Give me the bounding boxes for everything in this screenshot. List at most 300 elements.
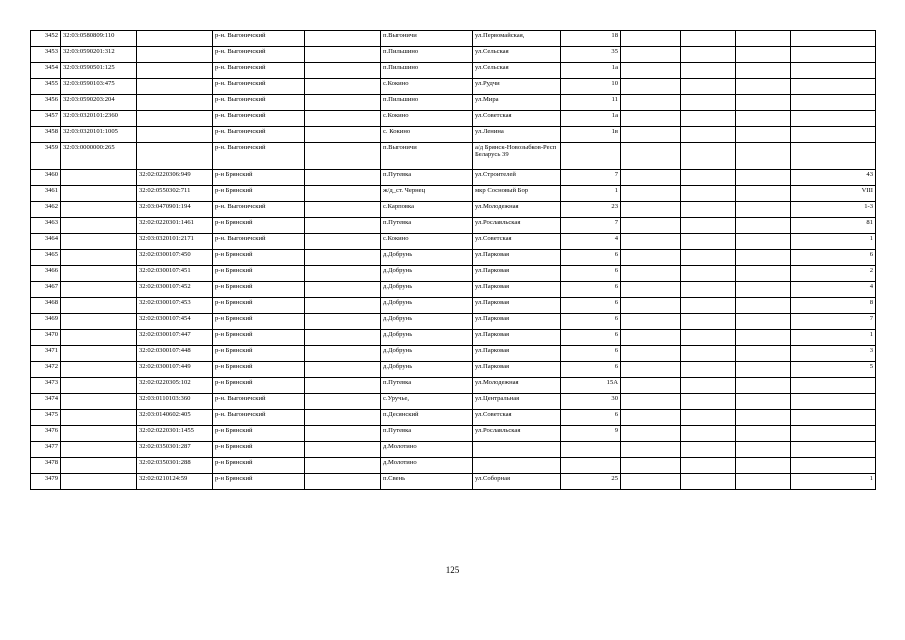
table-cell: ул.Первомайская, <box>473 31 561 47</box>
table-cell: 11 <box>561 95 621 111</box>
table-cell: р-н Брянский <box>213 266 305 282</box>
table-cell: 32:02:0300107:454 <box>137 314 213 330</box>
table-cell <box>736 95 791 111</box>
table-cell <box>305 330 381 346</box>
table-cell: р-н Брянский <box>213 186 305 202</box>
table-cell <box>305 474 381 490</box>
table-cell <box>305 111 381 127</box>
table-cell <box>137 111 213 127</box>
table-cell: 3477 <box>31 442 61 458</box>
table-cell: р-н Брянский <box>213 378 305 394</box>
table-cell <box>681 330 736 346</box>
table-cell: 3472 <box>31 362 61 378</box>
table-cell <box>681 410 736 426</box>
table-cell: р-н Брянский <box>213 298 305 314</box>
table-cell: 3455 <box>31 79 61 95</box>
table-cell: 32:02:0300107:447 <box>137 330 213 346</box>
table-cell <box>736 474 791 490</box>
table-cell <box>736 410 791 426</box>
table-cell: 23 <box>561 202 621 218</box>
table-cell: 3468 <box>31 298 61 314</box>
table-cell: 32:02:0300107:453 <box>137 298 213 314</box>
table-cell: 3475 <box>31 410 61 426</box>
table-cell: 6 <box>561 410 621 426</box>
table-cell: ул.Парковая <box>473 330 561 346</box>
table-cell <box>561 442 621 458</box>
table-cell: р-н. Выгоничский <box>213 234 305 250</box>
table-cell <box>137 31 213 47</box>
table-cell <box>61 362 137 378</box>
table-cell <box>681 250 736 266</box>
table-cell: р-н. Выгоничский <box>213 410 305 426</box>
table-cell: ул.Соборная <box>473 474 561 490</box>
table-cell: р-н Брянский <box>213 474 305 490</box>
table-cell: 32:03:0320101:2360 <box>61 111 137 127</box>
table-cell: 3453 <box>31 47 61 63</box>
table-cell <box>305 79 381 95</box>
table-cell <box>791 426 876 442</box>
table-row <box>31 426 876 442</box>
table-cell <box>736 426 791 442</box>
table-cell: р-н Брянский <box>213 282 305 298</box>
table-cell <box>561 143 621 170</box>
table-cell: 32:02:0350301:288 <box>137 458 213 474</box>
table-cell: д.Добрунь <box>381 266 473 282</box>
table-cell <box>621 282 681 298</box>
table-cell <box>681 298 736 314</box>
table-cell: 81 <box>791 218 876 234</box>
table-cell: 32:03:0590501:125 <box>61 63 137 79</box>
table-cell: 18 <box>561 31 621 47</box>
table-cell: 32:02:0350301:287 <box>137 442 213 458</box>
table-cell: п.Десянский <box>381 410 473 426</box>
table-cell <box>621 79 681 95</box>
table-row <box>31 266 876 282</box>
table-cell: 32:02:0220305:102 <box>137 378 213 394</box>
table-row <box>31 95 876 111</box>
table-cell: 9 <box>561 426 621 442</box>
table-cell <box>681 474 736 490</box>
table-cell: с.Уручье, <box>381 394 473 410</box>
table-row <box>31 111 876 127</box>
table-cell <box>61 234 137 250</box>
table-cell <box>305 282 381 298</box>
table-cell <box>621 442 681 458</box>
table-cell: 1а <box>561 63 621 79</box>
table-cell: п.Путевка <box>381 426 473 442</box>
table-cell: 3471 <box>31 346 61 362</box>
table-cell: 3457 <box>31 111 61 127</box>
table-cell <box>791 95 876 111</box>
table-row <box>31 298 876 314</box>
table-cell <box>137 47 213 63</box>
table-cell <box>736 143 791 170</box>
table-cell <box>61 250 137 266</box>
table-cell <box>681 218 736 234</box>
table-cell <box>473 442 561 458</box>
table-cell <box>305 186 381 202</box>
table-cell: 32:03:0140602:405 <box>137 410 213 426</box>
table-cell <box>61 426 137 442</box>
table-cell <box>791 458 876 474</box>
table-cell <box>137 79 213 95</box>
table-cell: д.Добрунь <box>381 330 473 346</box>
table-cell <box>681 47 736 63</box>
table-cell <box>137 63 213 79</box>
table-row <box>31 218 876 234</box>
page-number: 125 <box>445 565 460 575</box>
table-cell: р-н Брянский <box>213 218 305 234</box>
table-cell <box>61 186 137 202</box>
table-row <box>31 63 876 79</box>
table-cell <box>736 170 791 186</box>
table-cell: ул.Парковая <box>473 362 561 378</box>
table-cell <box>791 47 876 63</box>
table-cell <box>621 170 681 186</box>
table-cell <box>621 31 681 47</box>
table-cell <box>681 394 736 410</box>
table-cell: п.Выгоничи <box>381 143 473 170</box>
table-cell: ул.Рославльская <box>473 426 561 442</box>
table-cell: 4 <box>561 234 621 250</box>
table-cell: 32:03:0000000:265 <box>61 143 137 170</box>
table-cell <box>681 170 736 186</box>
table-cell: ул.Молодежная <box>473 202 561 218</box>
table-cell: р-н. Выгоничский <box>213 31 305 47</box>
table-cell: 1 <box>561 186 621 202</box>
table-row <box>31 314 876 330</box>
table-cell: 32:03:0110103:360 <box>137 394 213 410</box>
table-cell <box>681 127 736 143</box>
table-cell: р-н. Выгоничский <box>213 202 305 218</box>
table-cell: р-н. Выгоничский <box>213 111 305 127</box>
table-cell: д.Добрунь <box>381 362 473 378</box>
table-row <box>31 170 876 186</box>
table-cell: р-н Брянский <box>213 330 305 346</box>
table-cell <box>736 250 791 266</box>
table-cell: 32:02:0300107:452 <box>137 282 213 298</box>
table-cell: 32:03:0590103:475 <box>61 79 137 95</box>
table-cell: с. Кокино <box>381 127 473 143</box>
table-cell: 7 <box>561 170 621 186</box>
table-cell <box>681 314 736 330</box>
table-cell <box>305 426 381 442</box>
table-cell: р-н. Выгоничский <box>213 394 305 410</box>
table-row <box>31 362 876 378</box>
table-cell <box>621 95 681 111</box>
table-cell: 6 <box>561 346 621 362</box>
table-cell: 3466 <box>31 266 61 282</box>
table-cell: р-н. Выгоничский <box>213 95 305 111</box>
table-cell: д.Добрунь <box>381 282 473 298</box>
table-cell <box>791 63 876 79</box>
table-cell <box>736 282 791 298</box>
table-cell: 6 <box>561 266 621 282</box>
table-cell <box>791 378 876 394</box>
table-cell <box>61 298 137 314</box>
table-cell <box>621 143 681 170</box>
table-cell: ул.Рославльская <box>473 218 561 234</box>
table-cell: 32:02:0300107:451 <box>137 266 213 282</box>
table-cell <box>305 378 381 394</box>
table-cell: ул.Молодежная <box>473 378 561 394</box>
table-cell: р-н Брянский <box>213 314 305 330</box>
table-cell <box>61 266 137 282</box>
table-cell <box>791 127 876 143</box>
table-cell: р-н Брянский <box>213 442 305 458</box>
table-cell <box>791 410 876 426</box>
table-cell: с.Кокино <box>381 111 473 127</box>
table-cell: 43 <box>791 170 876 186</box>
table-cell <box>736 266 791 282</box>
table-cell: 6 <box>561 250 621 266</box>
table-cell: р-н Брянский <box>213 426 305 442</box>
table-cell: п.Пильшино <box>381 47 473 63</box>
table-cell: ул.Парковая <box>473 250 561 266</box>
table-row <box>31 250 876 266</box>
table-cell <box>137 143 213 170</box>
table-cell <box>305 410 381 426</box>
table-cell: 32:03:0320101:2171 <box>137 234 213 250</box>
table-cell: р-н Брянский <box>213 346 305 362</box>
table-cell <box>791 31 876 47</box>
table-cell: 32:02:0210124:59 <box>137 474 213 490</box>
records-table <box>30 30 876 490</box>
table-row <box>31 79 876 95</box>
table-cell <box>621 362 681 378</box>
table-cell: 1в <box>561 127 621 143</box>
table-cell <box>305 314 381 330</box>
table-cell: 4 <box>791 282 876 298</box>
table-cell: 1а <box>561 111 621 127</box>
table-cell: 35 <box>561 47 621 63</box>
table-cell <box>791 111 876 127</box>
table-cell <box>736 127 791 143</box>
table-cell <box>736 362 791 378</box>
table-cell <box>621 298 681 314</box>
table-cell <box>621 111 681 127</box>
table-cell: с.Карповка <box>381 202 473 218</box>
table-cell <box>61 314 137 330</box>
table-cell <box>621 186 681 202</box>
table-cell: 32:02:0220306:949 <box>137 170 213 186</box>
table-cell: 3469 <box>31 314 61 330</box>
table-cell: 32:03:0590203:204 <box>61 95 137 111</box>
table-cell <box>681 202 736 218</box>
table-row <box>31 474 876 490</box>
table-cell <box>621 250 681 266</box>
table-cell <box>621 394 681 410</box>
table-cell <box>736 458 791 474</box>
table-row <box>31 330 876 346</box>
table-cell: 7 <box>791 314 876 330</box>
table-cell <box>681 346 736 362</box>
table-row <box>31 458 876 474</box>
table-cell: ул.Советская <box>473 410 561 426</box>
table-cell <box>61 330 137 346</box>
table-cell: ул.Советская <box>473 234 561 250</box>
table-cell <box>305 362 381 378</box>
table-cell: д.Добрунь <box>381 298 473 314</box>
table-cell <box>681 266 736 282</box>
table-cell <box>681 378 736 394</box>
table-cell <box>736 186 791 202</box>
table-cell <box>681 143 736 170</box>
table-cell: д.Добрунь <box>381 346 473 362</box>
table-row <box>31 202 876 218</box>
table-cell: 6 <box>561 298 621 314</box>
table-cell <box>681 31 736 47</box>
table-cell <box>61 378 137 394</box>
table-row <box>31 31 876 47</box>
table-cell <box>621 330 681 346</box>
table-cell <box>736 314 791 330</box>
table-cell: р-н Брянский <box>213 250 305 266</box>
table-cell: ул.Парковая <box>473 266 561 282</box>
table-cell <box>305 298 381 314</box>
table-cell <box>621 410 681 426</box>
table-cell <box>681 426 736 442</box>
table-cell <box>621 378 681 394</box>
table-cell <box>305 31 381 47</box>
table-cell <box>305 127 381 143</box>
table-cell: 3464 <box>31 234 61 250</box>
table-cell <box>61 442 137 458</box>
table-cell <box>305 63 381 79</box>
table-cell <box>791 394 876 410</box>
table-cell <box>621 458 681 474</box>
table-cell <box>681 282 736 298</box>
table-cell: ул.Мира <box>473 95 561 111</box>
table-cell <box>736 234 791 250</box>
table-cell <box>736 218 791 234</box>
table-cell <box>681 442 736 458</box>
table-cell <box>736 394 791 410</box>
table-cell: п.Пильшино <box>381 95 473 111</box>
table-cell <box>736 47 791 63</box>
table-cell <box>305 202 381 218</box>
table-cell <box>736 330 791 346</box>
table-cell: 6 <box>561 362 621 378</box>
table-cell: п.Путевка <box>381 170 473 186</box>
table-cell <box>621 63 681 79</box>
table-cell: 32:03:0590201:312 <box>61 47 137 63</box>
table-cell: 6 <box>561 314 621 330</box>
table-cell: 5 <box>791 362 876 378</box>
table-cell <box>621 426 681 442</box>
table-cell <box>621 474 681 490</box>
table-cell: 7 <box>561 218 621 234</box>
table-cell: 3456 <box>31 95 61 111</box>
table-row <box>31 47 876 63</box>
table-cell <box>681 79 736 95</box>
table-cell: 32:02:0300107:449 <box>137 362 213 378</box>
table-cell <box>305 218 381 234</box>
table-cell <box>621 127 681 143</box>
table-cell: 30 <box>561 394 621 410</box>
table-cell: 10 <box>561 79 621 95</box>
table-cell <box>137 95 213 111</box>
table-cell: п.Путевка <box>381 378 473 394</box>
table-cell <box>681 186 736 202</box>
table-cell: 32:02:0300107:450 <box>137 250 213 266</box>
table-cell <box>736 202 791 218</box>
table-cell: 1-3 <box>791 202 876 218</box>
table-cell: 3474 <box>31 394 61 410</box>
table-cell <box>621 346 681 362</box>
table-cell: ул.Парковая <box>473 346 561 362</box>
table-cell <box>61 458 137 474</box>
table-row <box>31 378 876 394</box>
table-row <box>31 442 876 458</box>
table-cell: 3461 <box>31 186 61 202</box>
table-cell: п.Пильшино <box>381 63 473 79</box>
table-cell <box>736 346 791 362</box>
table-cell <box>61 394 137 410</box>
table-cell <box>305 250 381 266</box>
table-cell: 32:03:0320101:1005 <box>61 127 137 143</box>
table-row <box>31 410 876 426</box>
table-cell: п.Путевка <box>381 218 473 234</box>
table-cell <box>681 458 736 474</box>
table-cell <box>736 378 791 394</box>
table-cell: д.Добрунь <box>381 250 473 266</box>
table-row <box>31 186 876 202</box>
table-cell <box>681 234 736 250</box>
table-cell: р-н. Выгоничский <box>213 143 305 170</box>
table-cell: ул.Парковая <box>473 282 561 298</box>
table-cell <box>305 143 381 170</box>
table-cell: 3465 <box>31 250 61 266</box>
table-cell <box>61 410 137 426</box>
table-cell <box>621 218 681 234</box>
table-cell <box>791 442 876 458</box>
table-cell <box>305 458 381 474</box>
table-cell <box>305 170 381 186</box>
table-cell: 3454 <box>31 63 61 79</box>
table-cell: ул.Сельская <box>473 63 561 79</box>
table-cell: д.Молотино <box>381 442 473 458</box>
table-cell: ул.Центральная <box>473 394 561 410</box>
table-cell <box>305 346 381 362</box>
table-cell: 2 <box>791 266 876 282</box>
table-cell: 32:02:0550302:711 <box>137 186 213 202</box>
table-cell: а/д Брянск-Новозыбков-Респ Беларусь 39 <box>473 143 561 170</box>
table-cell: ул.Парковая <box>473 314 561 330</box>
table-cell: 6 <box>561 282 621 298</box>
table-cell <box>137 127 213 143</box>
table-cell <box>61 282 137 298</box>
table-cell <box>791 79 876 95</box>
table-cell: с.Кокино <box>381 234 473 250</box>
table-cell: р-н Брянский <box>213 458 305 474</box>
table-cell: 6 <box>561 330 621 346</box>
table-cell <box>621 47 681 63</box>
table-cell: ул.Рудчи <box>473 79 561 95</box>
table-cell <box>736 111 791 127</box>
table-cell: с.Кокино <box>381 79 473 95</box>
table-cell <box>473 458 561 474</box>
table-cell: 15А <box>561 378 621 394</box>
table-cell <box>305 394 381 410</box>
table-cell: 1 <box>791 234 876 250</box>
table-cell: п.Свень <box>381 474 473 490</box>
table-cell <box>305 47 381 63</box>
table-cell <box>736 442 791 458</box>
table-cell <box>61 346 137 362</box>
table-cell: 3478 <box>31 458 61 474</box>
table-cell <box>681 95 736 111</box>
